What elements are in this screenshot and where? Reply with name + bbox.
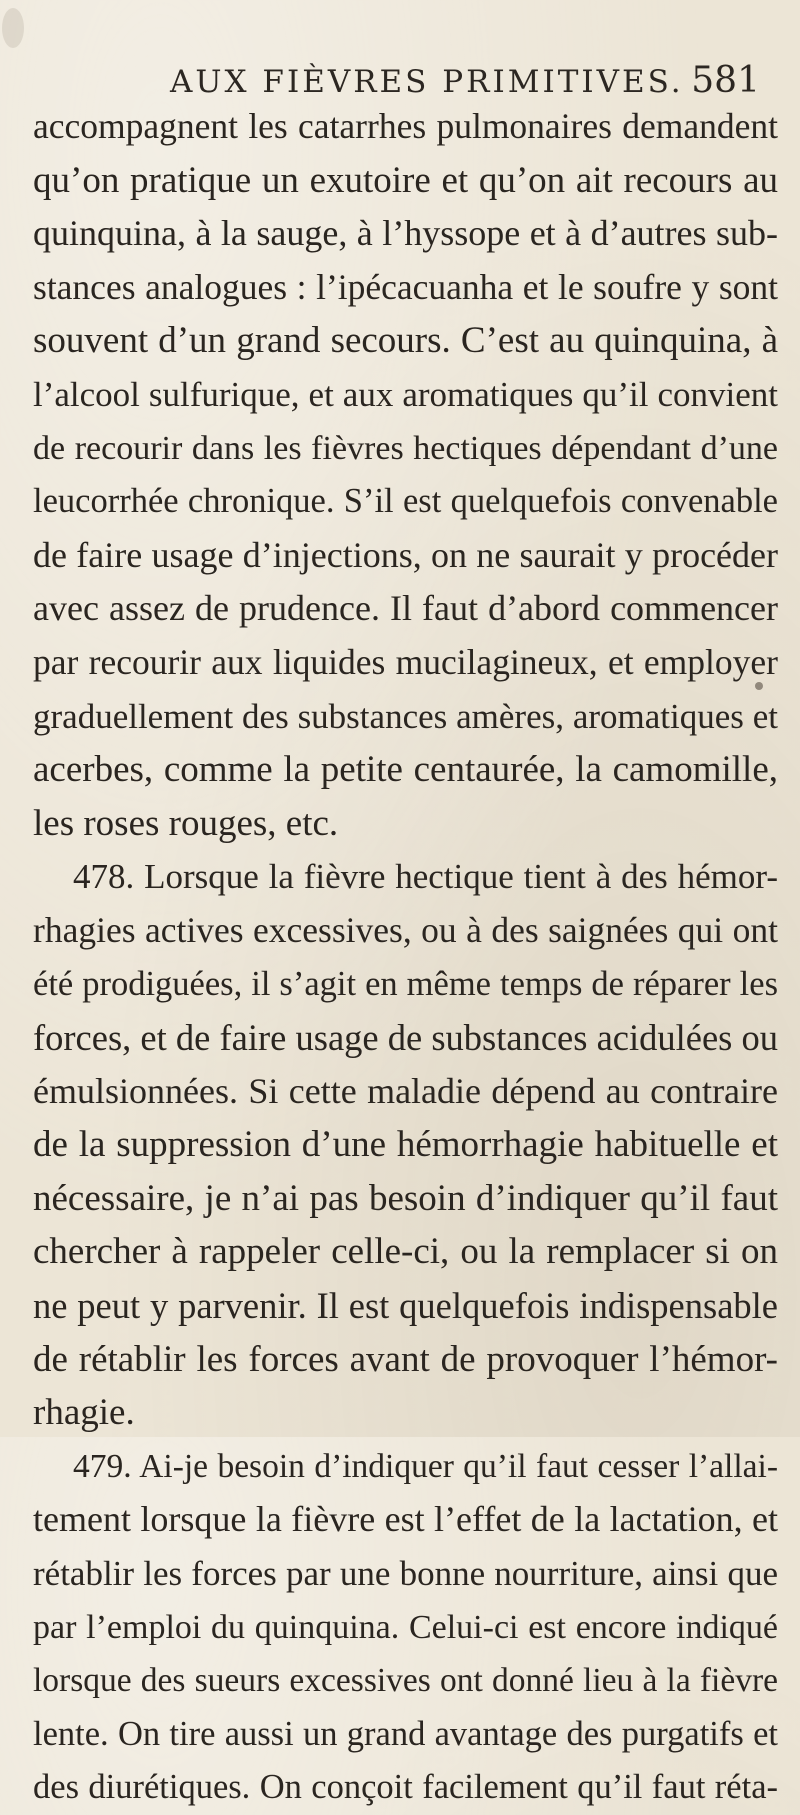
paper-stain — [2, 8, 24, 48]
text-line: forces, et de faire usage de substances acidulées ou — [33, 1017, 778, 1059]
text-line: rhagies actives excessives, ou à des saignées qui ont — [33, 909, 778, 950]
text-line: acerbes, comme la petite centaurée, la camomille, — [33, 749, 778, 791]
paragraph-478-start: 478. Lorsque la fièvre hectique tient à des hémor- — [73, 857, 778, 897]
text-line: l’alcool sulfurique, et aux aromatiques qu’il convient — [33, 374, 778, 414]
text-line: nécessaire, je n’ai pas besoin d’indiquer qu’il faut — [33, 1177, 778, 1219]
text-line: par l’emploi du quinquina. Celui-ci est encore indiqué — [33, 1608, 778, 1646]
text-line: rhagie. — [33, 1392, 135, 1434]
text-line: lorsque des sueurs excessives ont donné lieu à la fièvre — [33, 1662, 778, 1700]
text-line: des diurétiques. On conçoit facilement qu’il faut réta- — [33, 1768, 778, 1807]
body-text — [33, 100, 778, 1815]
text-line: accompagnent les catarrhes pulmonaires demandent — [33, 106, 778, 146]
text-line: de rétablir les forces avant de provoquer l’hémor- — [33, 1338, 778, 1380]
text-line: lente. On tire aussi un grand avantage des purgatifs et — [33, 1714, 778, 1753]
text-line: stances analogues : l’ipécacuanha et le soufre y sont — [33, 266, 778, 307]
text-line: souvent d’un grand secours. C’est au quinquina, à — [33, 320, 778, 362]
text-line: chercher à rappeler celle-ci, ou la remplacer si on — [33, 1231, 778, 1273]
text-line: de recourir dans les fièvres hectiques dépendant d’une — [33, 429, 778, 467]
paragraph-479-start: 479. Ai-je besoin d’indiquer qu’il faut cesser l’allai- — [73, 1447, 778, 1485]
text-line: qu’on pratique un exutoire et qu’on ait recours au — [33, 159, 778, 201]
text-line: été prodiguées, il s’agit en même temps de réparer les — [33, 964, 778, 1003]
text-line: quinquina, à la sauge, à l’hyssope et à d’autres sub- — [33, 213, 778, 254]
text-line: par recourir aux liquides mucilagineux, et employer — [33, 641, 778, 682]
text-line: ne peut y parvenir. Il est quelquefois indispensable — [33, 1285, 778, 1327]
text-line: leucorrhée chronique. S’il est quelquefois convenable — [33, 482, 778, 521]
text-line: les roses rouges, etc. — [33, 802, 339, 844]
text-line: de faire usage d’injections, on ne saurait y procéder — [33, 534, 778, 575]
text-line: rétablir les forces par une bonne nourriture, ainsi que — [33, 1554, 778, 1594]
text-line: de la suppression d’une hémorrhagie habituelle et — [33, 1124, 778, 1166]
page-number: 581 — [691, 60, 760, 101]
text-line: tement lorsque la fièvre est l’effet de la lactation, et — [33, 1499, 778, 1540]
running-title: AUX FIÈVRES PRIMITIVES. — [170, 64, 684, 100]
text-line: émulsionnées. Si cette maladie dépend au contraire — [33, 1070, 778, 1111]
text-line: avec assez de prudence. Il faut d’abord commencer — [33, 588, 778, 629]
text-line: graduellement des substances amères, aromatiques et — [33, 696, 778, 736]
